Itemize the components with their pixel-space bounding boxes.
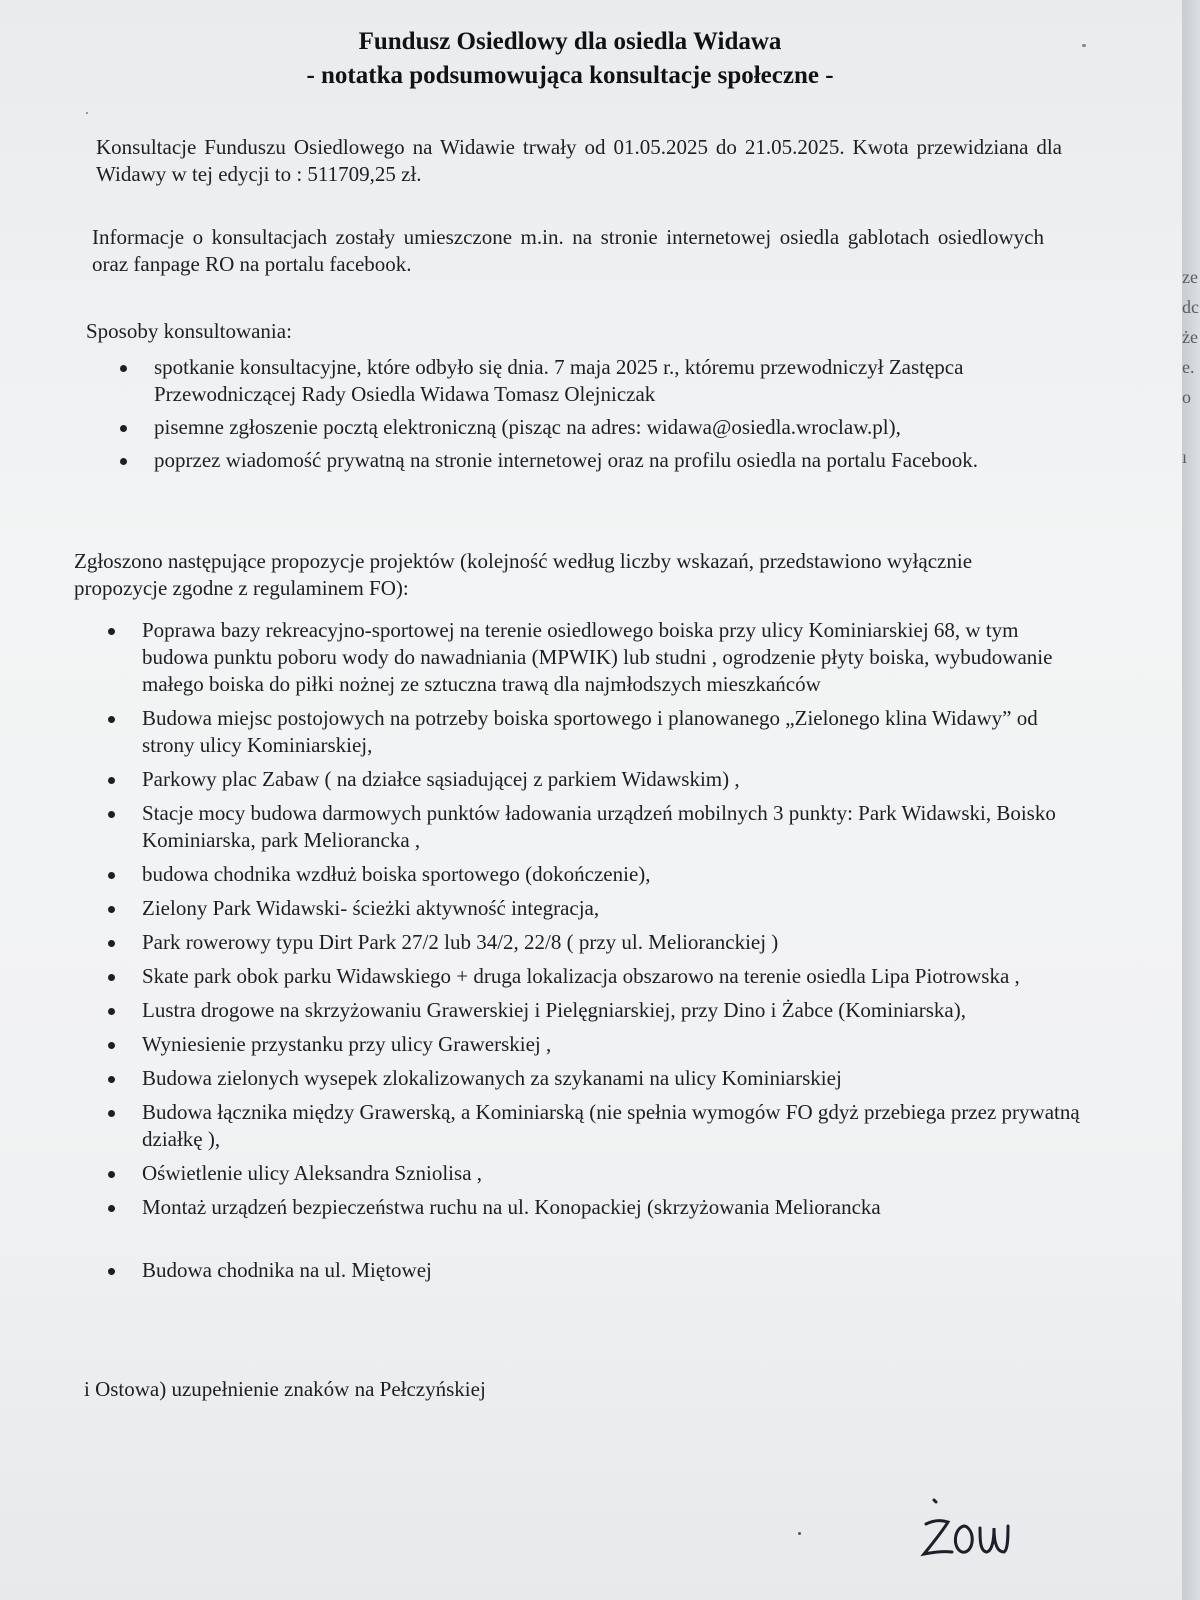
proposals-heading: Zgłoszono następujące propozycje projektów (kolejność według liczby wskazań, przedstawiono wyłącznie propozycje zgodne z regulaminem FO): xyxy=(74,549,973,600)
consultation-period-paragraph: Konsultacje Funduszu Osiedlowego na Widawie trwały od 01.05.2025 do 21.05.2025. Kwota przewidziana dla Widawy w tej edycji to : 511709,25 zł. xyxy=(96,135,1062,186)
adjacent-page-fragments: ze dc że e. o ı xyxy=(1182,267,1199,467)
document-subtitle: - notatka podsumowująca konsultacje społeczne - xyxy=(306,62,834,89)
proposals-list xyxy=(108,617,1088,1291)
list-item: Lustra drogowe na skrzyżowaniu Grawerskiej i Pielęgniarskiej, przy Dino i Żabce (Kominiarska), xyxy=(108,997,1088,1024)
list-item: Poprawa bazy rekreacyjno-sportowej na terenie osiedlowego boiska przy ulicy Kominiarskiej 68, w tym budowa punktu poboru wody do nawadniania (MPWIK) lub studni , ogrodzenie płyty boiska, wybudowanie małego boiska do piłki nożnej ze sztuczna trawą dla najmłodszych mieszkańców xyxy=(108,617,1088,698)
list-item-continuation: i Ostowa) uzupełnienie znaków na Pełczyńskiej xyxy=(84,1377,486,1401)
list-item: Budowa chodnika na ul. Miętowej xyxy=(108,1257,1088,1284)
list-item: Oświetlenie ulicy Aleksandra Szniolisa , xyxy=(108,1160,1088,1187)
list-item: Zielony Park Widawski- ścieżki aktywność integracja, xyxy=(108,895,1088,922)
handwritten-signature xyxy=(912,1496,1022,1566)
list-item: Parkowy plac Zabaw ( na działce sąsiadującej z parkiem Widawskim) , xyxy=(108,766,1088,793)
methods-list xyxy=(120,354,1040,480)
paper-speck xyxy=(86,112,88,114)
list-item: Budowa miejsc postojowych na potrzeby boiska sportowego i planowanego „Zielonego klina Widawy” od strony ulicy Kominiarskiej, xyxy=(108,705,1088,759)
methods-heading: Sposoby konsultowania: xyxy=(86,319,292,343)
document-title: Fundusz Osiedlowy dla osiedla Widawa xyxy=(358,28,782,55)
list-item: Wyniesienie przystanku przy ulicy Grawerskiej , xyxy=(108,1031,1088,1058)
list-item: Park rowerowy typu Dirt Park 27/2 lub 34/2, 22/8 ( przy ul. Melioranckiej ) xyxy=(108,929,1088,956)
list-item: Skate park obok parku Widawskiego + druga lokalizacja obszarowo na terenie osiedla Lipa Piotrowska , xyxy=(108,963,1088,990)
information-channels-paragraph: Informacje o konsultacjach zostały umieszczone m.in. na stronie internetowej osiedla gablotach osiedlowych oraz fanpage RO na portalu facebook. xyxy=(92,225,1044,276)
list-item: Stacje mocy budowa darmowych punktów ładowania urządzeń mobilnych 3 punkty: Park Widawski, Boisko Kominiarska, park Meliorancka , xyxy=(108,800,1088,854)
paper-speck xyxy=(798,1532,801,1535)
paper-speck xyxy=(1082,44,1086,47)
list-item: spotkanie konsultacyjne, które odbyło się dnia. 7 maja 2025 r., któremu przewodniczył Zastępca Przewodniczącej Rady Osiedla Widawa Tomasz Olejniczak xyxy=(120,354,1040,408)
list-item: poprzez wiadomość prywatną na stronie internetowej oraz na profilu osiedla na portalu Facebook. xyxy=(120,447,1040,474)
adjacent-page-edge xyxy=(1182,0,1200,1600)
list-item: budowa chodnika wzdłuż boiska sportowego (dokończenie), xyxy=(108,861,1088,888)
list-item: Budowa zielonych wysepek zlokalizowanych za szykanami na ulicy Kominiarskiej xyxy=(108,1065,1088,1092)
list-item: Budowa łącznika między Grawerską, a Kominiarską (nie spełnia wymogów FO gdyż przebiega przez prywatną działkę ), xyxy=(108,1099,1088,1153)
list-item: pisemne zgłoszenie pocztą elektroniczną (pisząc na adres: widawa@osiedla.wroclaw.pl), xyxy=(120,414,1040,441)
list-item: Montaż urządzeń bezpieczeństwa ruchu na ul. Konopackiej (skrzyżowania Meliorancka xyxy=(108,1194,1088,1221)
